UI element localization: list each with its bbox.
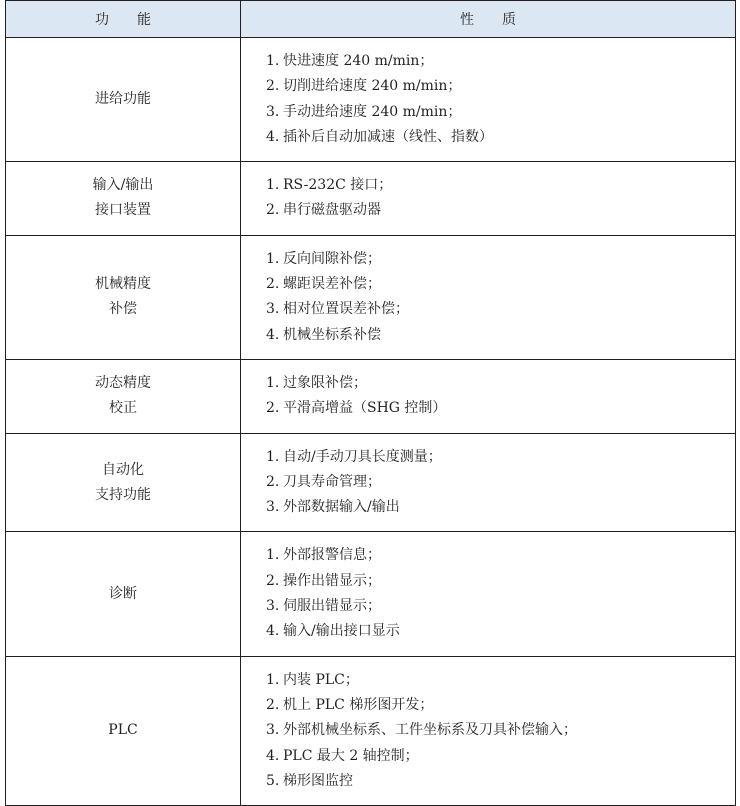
property-item-number: 2. — [266, 78, 280, 95]
function-name-line: 进给功能 — [95, 91, 151, 108]
property-item — [266, 693, 735, 718]
property-item-text: 外部报警信息； — [283, 547, 381, 564]
property-item-number: 4. — [266, 747, 280, 764]
property-list — [266, 49, 735, 150]
property-item-text: 机上 PLC 梯形图开发； — [283, 696, 434, 713]
property-item-number: 4. — [266, 326, 280, 343]
property-item — [266, 100, 735, 125]
table-row — [6, 532, 736, 656]
property-item-text: 平滑高增益（SHG 控制） — [283, 400, 447, 417]
property-item-number: 2. — [266, 202, 280, 219]
function-cell — [6, 532, 241, 656]
property-item — [266, 74, 735, 99]
property-item-text: 切削进给速度 240 m/min； — [283, 78, 462, 95]
table-row — [6, 359, 736, 433]
property-item-text: 外部数据输入/输出 — [283, 499, 400, 516]
property-item-text: 梯形图监控 — [283, 772, 353, 789]
property-item — [266, 744, 735, 769]
function-name-line: 接口装置 — [95, 202, 151, 219]
property-item-number: 1. — [266, 250, 280, 267]
property-item — [266, 247, 735, 272]
property-item-number: 1. — [266, 671, 280, 688]
property-item-text: 相对位置误差补偿； — [283, 301, 409, 318]
property-item-number: 2. — [266, 696, 280, 713]
function-cell — [6, 656, 241, 805]
property-item-number: 3. — [266, 499, 280, 516]
property-item — [266, 49, 735, 74]
property-item-number: 2. — [266, 400, 280, 417]
property-item-text: 快进速度 240 m/min； — [283, 53, 434, 69]
property-item-text: 外部机械坐标系、工件坐标系及刀具补偿输入； — [283, 722, 577, 739]
property-cell — [241, 656, 736, 805]
property-item-number: 2. — [266, 276, 280, 293]
function-name-line: 诊断 — [109, 585, 137, 602]
table-row — [6, 162, 736, 236]
function-cell — [6, 359, 241, 433]
property-item-text: 伺服出错显示； — [283, 598, 381, 615]
property-item-number: 3. — [266, 598, 280, 615]
table-row — [6, 656, 736, 805]
table-body — [6, 38, 736, 806]
header-property: 性 质 — [241, 1, 736, 38]
function-name-line: 输入/输出 — [92, 177, 154, 194]
property-list — [266, 445, 735, 521]
property-item-text: 自动/手动刀具长度测量； — [283, 448, 442, 465]
function-name-line: PLC — [108, 722, 138, 739]
property-list — [266, 668, 735, 794]
property-item-text: 机械坐标系补偿 — [283, 326, 381, 343]
property-cell — [241, 532, 736, 656]
property-item — [266, 619, 735, 644]
property-item-text: 手动进给速度 240 m/min； — [283, 103, 462, 120]
property-item-text: 刀具寿命管理； — [283, 473, 381, 490]
property-item-number: 3. — [266, 301, 280, 318]
property-item-number: 1. — [266, 53, 280, 69]
function-name-line: 支持功能 — [95, 486, 151, 503]
property-item-text: 输入/输出接口显示 — [283, 623, 400, 640]
property-item-text: 操作出错显示； — [283, 572, 381, 589]
property-list — [266, 173, 735, 224]
property-item — [266, 668, 735, 693]
property-item-number: 1. — [266, 547, 280, 564]
function-name-line: 补偿 — [109, 301, 137, 318]
table-header-row — [6, 1, 736, 38]
property-item — [266, 371, 735, 396]
property-cell — [241, 162, 736, 236]
property-item — [266, 297, 735, 322]
property-item-text: 反向间隙补偿； — [283, 250, 381, 267]
property-item — [266, 323, 735, 348]
property-item-number: 1. — [266, 448, 280, 465]
function-cell — [6, 162, 241, 236]
property-item — [266, 470, 735, 495]
property-item-text: RS-232C 接口； — [283, 177, 393, 194]
property-item-number: 5. — [266, 772, 280, 789]
property-list — [266, 371, 735, 422]
property-item — [266, 594, 735, 619]
property-cell — [241, 235, 736, 359]
property-item — [266, 396, 735, 421]
property-cell — [241, 38, 736, 162]
property-item — [266, 769, 735, 794]
property-item — [266, 173, 735, 198]
property-cell — [241, 359, 736, 433]
property-item-number: 2. — [266, 572, 280, 589]
property-item — [266, 543, 735, 568]
property-item-number: 3. — [266, 722, 280, 739]
property-item-number: 1. — [266, 374, 280, 391]
function-cell — [6, 235, 241, 359]
property-item — [266, 718, 735, 743]
function-cell — [6, 433, 241, 532]
property-item-number: 4. — [266, 623, 280, 640]
property-item — [266, 125, 735, 150]
header-function: 功 能 — [6, 1, 241, 38]
property-item-text: 插补后自动加减速（线性、指数） — [283, 128, 493, 145]
table-row — [6, 38, 736, 162]
property-list — [266, 247, 735, 348]
property-item — [266, 445, 735, 470]
property-item — [266, 272, 735, 297]
property-item-text: 螺距误差补偿； — [283, 276, 381, 293]
property-item-text: 内装 PLC； — [283, 671, 359, 688]
property-list — [266, 543, 735, 644]
property-item-number: 4. — [266, 128, 280, 145]
function-name-line: 机械精度 — [95, 276, 151, 293]
function-name-line: 校正 — [109, 400, 137, 417]
property-item-text: 串行磁盘驱动器 — [283, 202, 381, 219]
table-row — [6, 433, 736, 532]
property-cell — [241, 433, 736, 532]
property-item — [266, 495, 735, 520]
function-cell — [6, 38, 241, 162]
property-item — [266, 198, 735, 223]
property-item-number: 3. — [266, 103, 280, 120]
function-spec-table — [5, 0, 736, 806]
table-row — [6, 235, 736, 359]
function-name-line: 动态精度 — [95, 375, 151, 392]
function-name-line: 自动化 — [102, 461, 144, 478]
property-item-text: 过象限补偿； — [283, 374, 367, 391]
property-item-text: PLC 最大 2 轴控制； — [283, 747, 419, 764]
property-item-number: 2. — [266, 473, 280, 490]
property-item-number: 1. — [266, 177, 280, 194]
property-item — [266, 569, 735, 594]
